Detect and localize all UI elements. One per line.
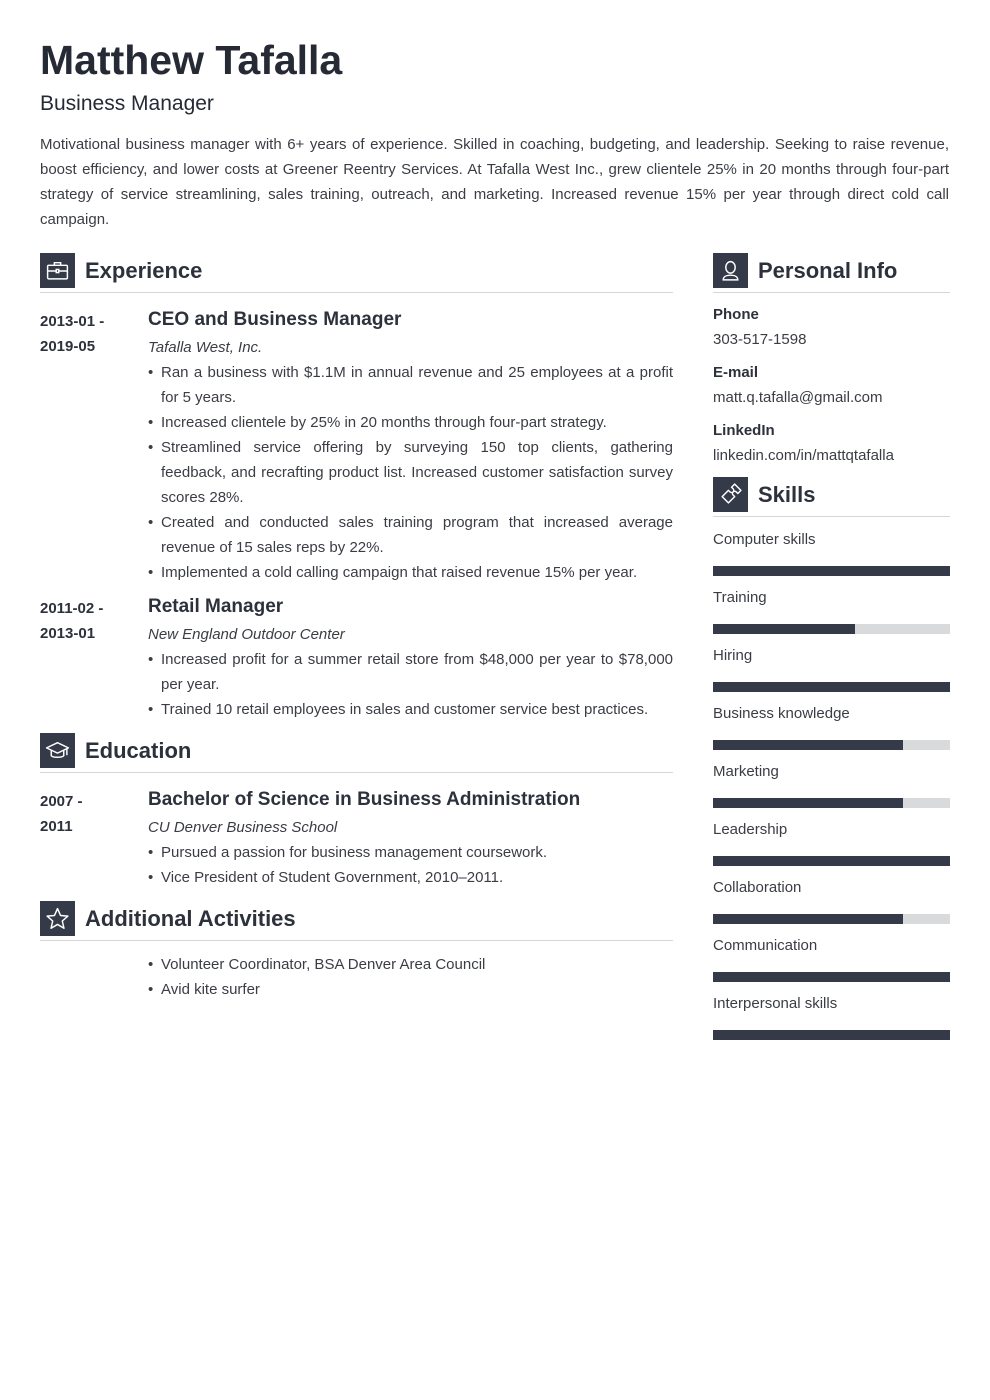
date-end: 2013-01: [40, 625, 96, 642]
degree-title: Bachelor of Science in Business Administration: [148, 789, 581, 810]
education-body: [148, 787, 673, 890]
date-start: 2007 -: [40, 793, 83, 810]
education-entry: [40, 787, 673, 890]
skills-heading: Skills: [758, 481, 816, 507]
skill-level-bar: [713, 856, 950, 866]
skill-level-bar: [713, 740, 950, 750]
education-header: [40, 733, 673, 773]
linkedin-label: LinkedIn: [713, 422, 775, 439]
job-role: CEO and Business Manager: [148, 309, 402, 330]
skill-level-fill: [713, 972, 950, 982]
activities-date-spacer: [40, 952, 148, 1002]
bullet-item: • Increased profit for a summer retail store from $48,000 per year to $78,000 per year.: [148, 647, 673, 697]
skill-name: Interpersonal skills: [713, 995, 838, 1012]
activities-heading: Additional Activities: [85, 905, 296, 931]
bullet-item: • Implemented a cold calling campaign that raised revenue 15% per year.: [148, 560, 673, 585]
email-label: E-mail: [713, 364, 759, 381]
skill-name: Leadership: [713, 821, 788, 838]
skill-item: [713, 645, 950, 692]
job-bullets: [148, 360, 673, 585]
education-section: [40, 733, 673, 890]
bullet-item: • Increased clientele by 25% in 20 months through four-part strategy.: [148, 410, 673, 435]
bullet-item: • Volunteer Coordinator, BSA Denver Area Council: [148, 952, 673, 977]
skill-item: [713, 529, 950, 576]
job-dates: [40, 594, 148, 722]
skill-item: [713, 703, 950, 750]
linkedin-value: linkedin.com/in/mattqtafalla: [713, 447, 894, 464]
skill-level-bar: [713, 972, 950, 982]
skill-level-bar: [713, 624, 950, 634]
skill-item: [713, 819, 950, 866]
briefcase-icon: [40, 253, 75, 288]
education-heading: Education: [85, 737, 192, 763]
job-bullets: [148, 647, 673, 722]
skill-level-bar: [713, 914, 950, 924]
phone-label: Phone: [713, 306, 759, 323]
bullet-item: • Created and conducted sales training program that increased average revenue of 15 sales reps by 22%.: [148, 510, 673, 560]
bullet-item: • Trained 10 retail employees in sales and customer service best practices.: [148, 697, 673, 722]
job-dates: [40, 307, 148, 585]
skill-level-fill: [713, 1030, 950, 1040]
main-column: [40, 253, 673, 1002]
bullet-item: • Streamlined service offering by surveying 150 top clients, gathering feedback, and recrafting product list. Increased customer satisfaction survey scores 28%.: [148, 435, 673, 510]
personal-info-header: [713, 253, 950, 293]
job-company: Tafalla West, Inc.: [148, 339, 263, 356]
activities-entry: [40, 952, 673, 1002]
date-start: 2011-02 -: [40, 600, 104, 617]
skill-level-bar: [713, 566, 950, 576]
skill-item: [713, 587, 950, 634]
skill-name: Hiring: [713, 647, 753, 664]
skill-name: Business knowledge: [713, 705, 850, 722]
date-end: 2019-05: [40, 338, 96, 355]
bullet-item: • Pursued a passion for business management coursework.: [148, 840, 673, 865]
skill-name: Training: [713, 589, 767, 606]
skill-level-fill: [713, 914, 903, 924]
skill-level-fill: [713, 624, 855, 634]
skill-level-bar: [713, 798, 950, 808]
activities-header: [40, 901, 673, 941]
skill-item: [713, 761, 950, 808]
activities-section: [40, 901, 673, 1002]
job-role: Retail Manager: [148, 596, 284, 617]
skill-level-fill: [713, 682, 950, 692]
experience-section: [40, 253, 673, 722]
education-bullets: [148, 840, 673, 890]
personal-info-heading: Personal Info: [758, 257, 898, 283]
candidate-name: Matthew Tafalla: [40, 37, 343, 83]
skills-section: [713, 477, 950, 1040]
skill-item: [713, 877, 950, 924]
skill-level-bar: [713, 682, 950, 692]
skill-item: [713, 935, 950, 982]
job-company: New England Outdoor Center: [148, 626, 345, 643]
email-value: matt.q.tafalla@gmail.com: [713, 389, 883, 406]
date-end: 2011: [40, 818, 73, 835]
skill-level-fill: [713, 566, 950, 576]
sidebar-column: [713, 253, 950, 1040]
summary-text: Motivational business manager with 6+ years of experience. Skilled in coaching, budgeting, and leadership. Seeking to raise revenue, boost efficiency, and lower costs at Greener Reentry Services. At Tafalla West Inc., grew clientele 25% in 20 months through four-part strategy of service streamlining, sales training, outreach, and marketing. Increased revenue 15% per year through direct cold call campaign.: [40, 136, 949, 228]
puzzle-icon: [713, 477, 748, 512]
job-title: Business Manager: [40, 92, 214, 115]
person-icon: [713, 253, 748, 288]
skills-header: [713, 477, 950, 517]
skills-list: [713, 529, 950, 1040]
skill-item: [713, 993, 950, 1040]
job-body: [148, 307, 673, 585]
skill-level-fill: [713, 798, 903, 808]
bullet-item: • Vice President of Student Government, 2010–2011.: [148, 865, 673, 890]
star-icon: [40, 901, 75, 936]
skill-name: Communication: [713, 937, 818, 954]
experience-heading: Experience: [85, 257, 203, 283]
education-dates: [40, 787, 148, 890]
skill-level-fill: [713, 740, 903, 750]
bullet-item: • Avid kite surfer: [148, 977, 673, 1002]
activities-bullets: [148, 952, 673, 1002]
bullet-item: • Ran a business with $1.1M in annual revenue and 25 employees at a profit for 5 years.: [148, 360, 673, 410]
skill-name: Computer skills: [713, 531, 816, 548]
job-entry: [40, 307, 673, 585]
phone-value: 303-517-1598: [713, 331, 807, 348]
skill-level-fill: [713, 856, 950, 866]
personal-info-section: [713, 253, 950, 467]
skill-name: Collaboration: [713, 879, 802, 896]
activities-body: [148, 952, 673, 1002]
job-body: [148, 594, 673, 722]
skill-level-bar: [713, 1030, 950, 1040]
school-name: CU Denver Business School: [148, 819, 338, 836]
graduation-cap-icon: [40, 733, 75, 768]
experience-header: [40, 253, 673, 293]
date-start: 2013-01 -: [40, 313, 105, 330]
job-entry: [40, 594, 673, 722]
skill-name: Marketing: [713, 763, 779, 780]
